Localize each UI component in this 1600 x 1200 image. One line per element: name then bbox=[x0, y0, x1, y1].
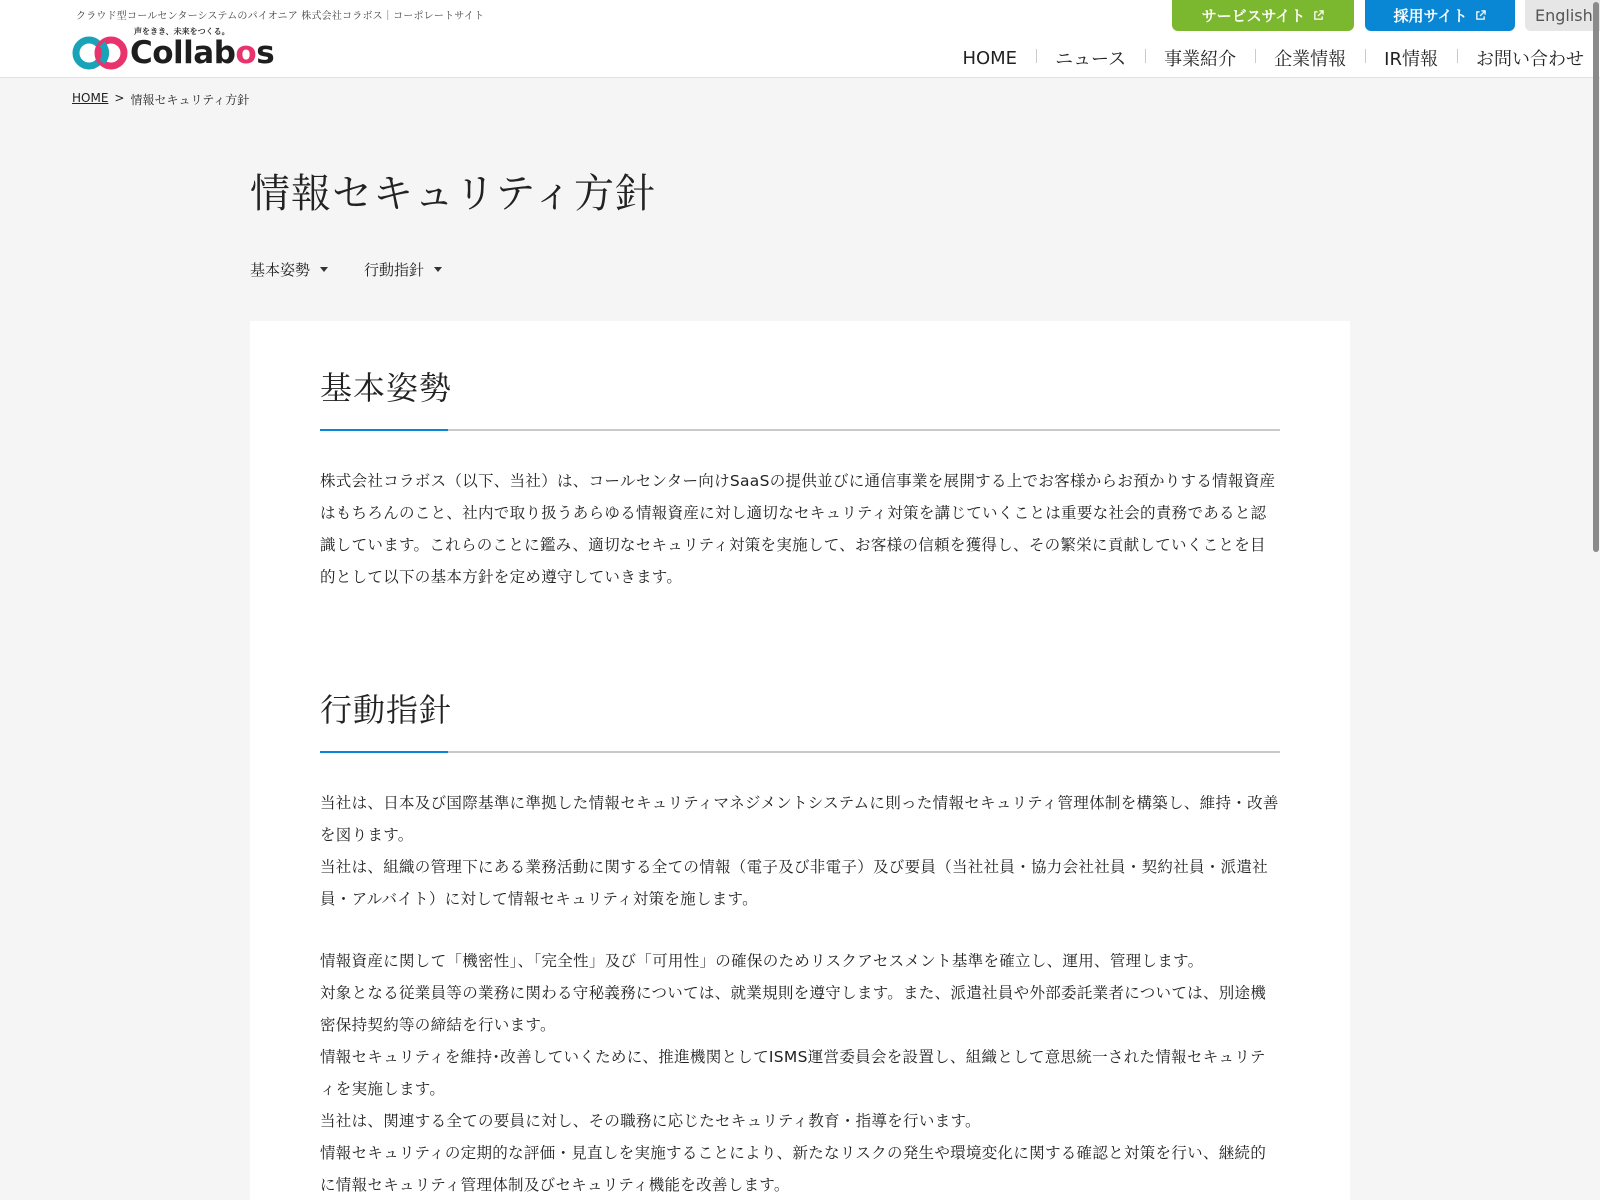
nav-contact[interactable]: お問い合わせ bbox=[1457, 45, 1584, 71]
scrollbar-thumb[interactable] bbox=[1593, 2, 1599, 552]
external-link-icon bbox=[1313, 10, 1324, 21]
collabos-logo[interactable] bbox=[72, 26, 282, 72]
site-tagline: クラウド型コールセンターシステムのパイオニア 株式会社コラボス｜コーポレートサイト bbox=[76, 11, 485, 22]
logo-mark-icon bbox=[72, 36, 128, 70]
anchor-link-basic-stance[interactable] bbox=[250, 259, 328, 280]
breadcrumb-home-link[interactable]: HOME bbox=[72, 91, 109, 105]
nav-ir[interactable]: IR情報 bbox=[1365, 45, 1457, 71]
breadcrumb bbox=[72, 91, 249, 108]
paragraph-gap bbox=[320, 915, 1280, 945]
content-card bbox=[250, 321, 1350, 1200]
caret-down-icon bbox=[320, 267, 328, 272]
section-heading: 行動指針 bbox=[320, 691, 453, 729]
paragraph: 情報セキュリティの定期的な評価・見直しを実施することにより、新たなリスクの発生や環境変化に関する確認と対策を行い、継続的に情報セキュリティ管理体制及びセキュリティ機能を改善します。 bbox=[320, 1144, 1267, 1194]
nav-home[interactable]: HOME bbox=[962, 47, 1018, 69]
paragraph: 情報セキュリティを維持･改善していくために、推進機関としてISMS運営委員会を設置し、組織として意思統一された情報セキュリティを実施します。 bbox=[320, 1048, 1266, 1098]
page-title: 情報セキュリティ方針 bbox=[250, 171, 656, 217]
section-basic-stance bbox=[320, 363, 1280, 593]
section-heading: 基本姿勢 bbox=[320, 369, 453, 407]
service-site-button[interactable] bbox=[1172, 0, 1354, 31]
paragraph: 当社は、日本及び国際基準に準拠した情報セキュリティマネジメントシステムに則った情報セキュリティ管理体制を構築し、維持・改善を図ります。 bbox=[320, 794, 1279, 844]
anchor-label: 行動指針 bbox=[364, 261, 425, 279]
section-divider bbox=[320, 429, 1280, 431]
english-button[interactable]: English bbox=[1525, 0, 1600, 31]
paragraph: 情報資産に関して「機密性」、「完全性」及び「可用性」の確保のためリスクアセスメント基準を確立し、運用、管理します。 bbox=[320, 952, 1204, 970]
service-site-label: サービスサイト bbox=[1201, 7, 1306, 25]
logo-wordmark: Collabos bbox=[130, 35, 275, 71]
breadcrumb-separator: > bbox=[114, 91, 125, 105]
paragraph: 対象となる従業員等の業務に関わる守秘義務については、就業規則を遵守します。また、派遣社員や外部委託業者については、別途機密保持契約等の締結を行います。 bbox=[320, 984, 1267, 1034]
nav-news[interactable]: ニュース bbox=[1036, 45, 1145, 71]
site-header bbox=[0, 0, 1600, 78]
paragraph: 当社は、関連する全ての要員に対し、その職務に応じたセキュリティ教育・指導を行います。 bbox=[320, 1112, 981, 1130]
recruit-site-label: 採用サイト bbox=[1393, 7, 1468, 25]
anchor-link-guidelines[interactable] bbox=[364, 259, 442, 280]
page-anchor-links bbox=[250, 259, 442, 280]
recruit-site-button[interactable] bbox=[1365, 0, 1515, 31]
paragraph: 株式会社コラボス（以下、当社）は、コールセンター向けSaaSの提供並びに通信事業を展開する上でお客様からお預かりする情報資産はもちろんのこと、社内で取り扱うあらゆる情報資産に対し適切なセキュリティ対策を講じていくことは重要な社会的責務であると認識しています。これらのことに鑑み、適切なセキュリティ対策を実施して、お客様の信頼を獲得し、その繁栄に貢献していくことを目的として以下の基本方針を定め遵守していきます。 bbox=[320, 472, 1276, 586]
section-guidelines bbox=[320, 685, 1280, 1200]
nav-company[interactable]: 企業情報 bbox=[1255, 45, 1365, 71]
section-divider bbox=[320, 751, 1280, 753]
logo-slogan: 声をきき、未来をつくる。 bbox=[134, 27, 230, 36]
global-nav bbox=[943, 45, 1584, 71]
breadcrumb-current: 情報セキュリティ方針 bbox=[130, 93, 250, 107]
anchor-label: 基本姿勢 bbox=[250, 261, 311, 279]
caret-down-icon bbox=[434, 267, 442, 272]
nav-business[interactable]: 事業紹介 bbox=[1145, 45, 1255, 71]
page-scrollbar[interactable] bbox=[1592, 0, 1600, 1200]
paragraph: 当社は、組織の管理下にある業務活動に関する全ての情報（電子及び非電子）及び要員（当社社員・協力会社社員・契約社員・派遣社員・アルバイト）に対して情報セキュリティ対策を施します。 bbox=[320, 858, 1269, 908]
external-link-icon bbox=[1475, 10, 1486, 21]
